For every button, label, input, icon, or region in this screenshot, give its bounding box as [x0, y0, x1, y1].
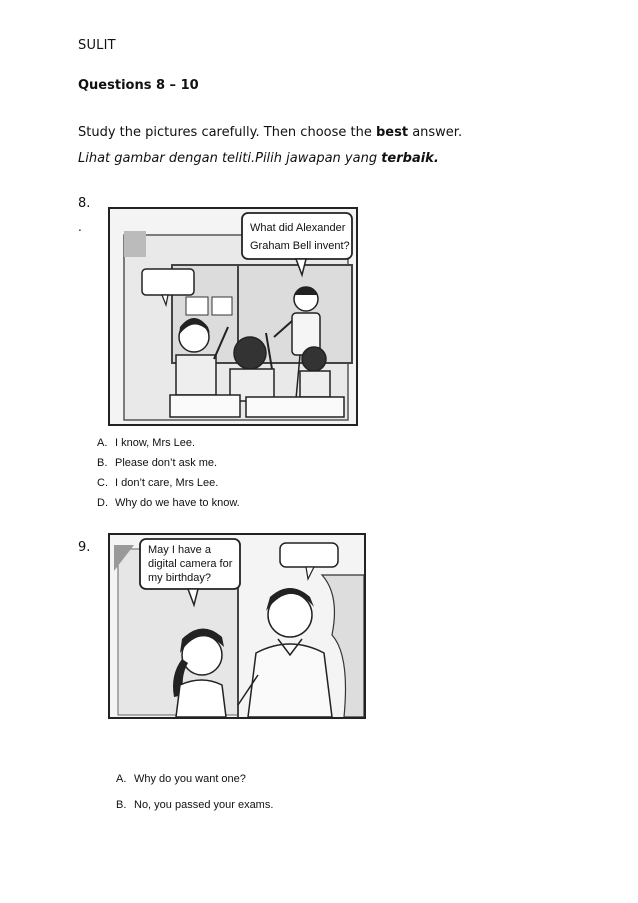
- option-text: Why do we have to know.: [115, 497, 240, 509]
- question-8-mark: .: [78, 220, 82, 234]
- question-8-option-d[interactable]: [97, 497, 240, 509]
- section-title: Questions 8 – 10: [78, 78, 199, 93]
- option-text: Please don’t ask me.: [115, 457, 218, 469]
- question-9-number: 9.: [78, 540, 91, 555]
- instruction-english-tail: answer.: [408, 125, 463, 140]
- option-letter: A.: [116, 773, 127, 785]
- instruction-malay-emphasis: terbaik.: [381, 151, 439, 166]
- option-letter: B.: [116, 799, 127, 811]
- instruction-malay: [78, 151, 439, 166]
- option-text: Why do you want one?: [134, 773, 246, 785]
- question-9-option-b[interactable]: [116, 799, 273, 811]
- option-text: I know, Mrs Lee.: [115, 437, 196, 449]
- birthday-illustration: [110, 535, 364, 717]
- instruction-english: [78, 125, 462, 140]
- option-text: I don’t care, Mrs Lee.: [115, 477, 219, 489]
- question-9-picture: [108, 533, 366, 719]
- instruction-malay-text: Lihat gambar dengan teliti.Pilih jawapan yang: [78, 151, 382, 166]
- option-letter: A.: [97, 437, 108, 449]
- option-letter: D.: [97, 497, 108, 509]
- question-9-option-a[interactable]: [116, 773, 246, 785]
- question-8-option-c[interactable]: [97, 477, 218, 489]
- question-9-bubble-line-1: May I have a: [148, 544, 211, 556]
- instruction-english-emphasis: best: [375, 125, 409, 140]
- option-letter: C.: [97, 477, 108, 489]
- question-8-option-b[interactable]: [97, 457, 217, 469]
- question-9-bubble-line-2: digital camera for: [148, 558, 233, 570]
- question-8-picture: [108, 207, 358, 426]
- question-8-number: 8.: [78, 196, 91, 211]
- question-8-option-a[interactable]: [97, 437, 195, 449]
- header-label: SULIT: [78, 38, 116, 53]
- question-8-bubble-line-1: What did Alexander: [250, 222, 346, 234]
- question-9-bubble-line-3: my birthday?: [148, 572, 211, 584]
- option-text: No, you passed your exams.: [134, 799, 274, 811]
- classroom-illustration: [110, 209, 356, 424]
- option-letter: B.: [97, 457, 108, 469]
- question-8-bubble-line-2: Graham Bell invent?: [250, 240, 350, 252]
- instruction-english-text: Study the pictures carefully. Then choose the: [78, 125, 376, 140]
